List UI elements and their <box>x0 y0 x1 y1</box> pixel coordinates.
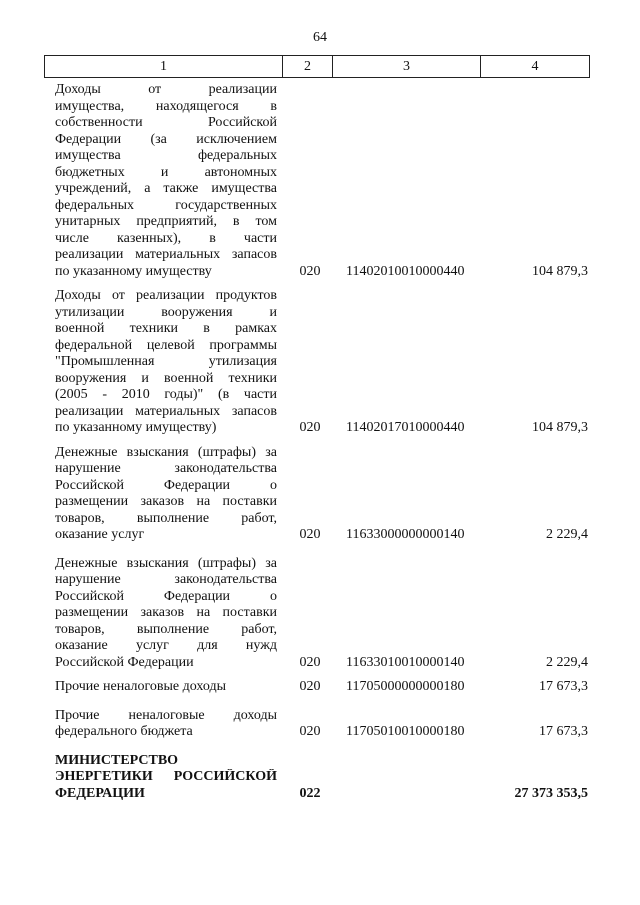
row-description <box>55 82 277 280</box>
table-row <box>0 679 640 696</box>
description-line: реализации материальных запасов <box>55 403 277 419</box>
table-row <box>0 445 640 544</box>
description-line: бюджетных и автономных <box>55 164 277 180</box>
table-row <box>0 82 640 280</box>
row-admin-code: 020 <box>299 724 321 739</box>
table-body <box>0 82 640 802</box>
table-row <box>0 556 640 672</box>
row-description <box>55 445 277 544</box>
description-line: федерального бюджета <box>55 724 193 739</box>
description-line: "Промышленная утилизация <box>55 354 277 369</box>
description-line: по указанному имуществу) <box>55 420 217 435</box>
table-row-ministry <box>0 753 640 803</box>
description-line: Российской Федерации <box>55 654 194 670</box>
row-budget-code: 11402017010000440 <box>346 420 465 435</box>
description-line: МИНИСТЕРСТВО <box>55 752 179 768</box>
description-line: Денежные взыскания (штрафы) за <box>55 444 277 460</box>
row-budget-code: 11633000000000140 <box>346 527 465 542</box>
description-line: Российской Федерации о <box>55 477 277 493</box>
row-description <box>55 679 277 696</box>
row-admin-code: 020 <box>299 263 321 279</box>
description-line: ФЕДЕРАЦИИ <box>55 785 145 801</box>
description-line: числе казенных), в части <box>55 230 277 246</box>
row-amount: 104 879,3 <box>532 420 588 435</box>
description-line: имущества федеральных <box>55 148 277 163</box>
row-amount: 27 373 353,5 <box>514 785 588 801</box>
row-description <box>55 288 277 437</box>
row-admin-code: 022 <box>299 785 321 801</box>
row-amount: 17 673,3 <box>539 679 588 694</box>
description-line: федеральной целевой программы <box>55 337 277 353</box>
description-line: ЭНЕРГЕТИКИ РОССИЙСКОЙ <box>55 769 277 784</box>
description-line: реализации материальных запасов <box>55 247 277 262</box>
description-line: по указанному имуществу <box>55 263 212 279</box>
row-description <box>55 708 277 741</box>
row-admin-code: 020 <box>299 527 321 542</box>
description-line: федеральных государственных <box>55 197 277 213</box>
description-line: (2005 - 2010 годы)" (в части <box>55 387 277 402</box>
table-header <box>44 55 590 78</box>
description-line: вооружения и военной техники <box>55 370 277 386</box>
row-amount: 17 673,3 <box>539 724 588 739</box>
row-admin-code: 020 <box>299 654 321 670</box>
header-col-4: 4 <box>531 59 539 74</box>
description-line: Доходы от реализации продуктов <box>55 288 277 303</box>
row-budget-code: 11705000000000180 <box>346 679 465 694</box>
description-line: Федерации (за исключением <box>55 131 277 147</box>
table-row <box>0 708 640 741</box>
description-line: Доходы от реализации <box>55 82 277 97</box>
row-description <box>55 753 277 803</box>
description-line: Российской Федерации о <box>55 588 277 604</box>
description-line: утилизации вооружения и <box>55 304 277 320</box>
row-budget-code: 11705010010000180 <box>346 724 465 739</box>
row-amount: 104 879,3 <box>532 263 588 279</box>
description-line: товаров, выполнение работ, <box>55 510 277 526</box>
row-amount: 2 229,4 <box>546 527 588 542</box>
description-line: размещении заказов на поставки <box>55 494 277 509</box>
row-amount: 2 229,4 <box>546 654 588 670</box>
description-line: Прочие неналоговые доходы <box>55 679 227 694</box>
row-description <box>55 556 277 672</box>
header-col-1: 1 <box>45 56 283 77</box>
description-line: нарушение законодательства <box>55 572 277 587</box>
description-line: Прочие неналоговые доходы <box>55 707 277 723</box>
row-budget-code: 11402010010000440 <box>346 263 465 279</box>
description-line: нарушение законодательства <box>55 461 277 476</box>
description-line: собственности Российской <box>55 115 277 130</box>
header-col-3: 3 <box>333 56 481 77</box>
description-line: военной техники в рамках <box>55 321 277 336</box>
description-line: размещении заказов на поставки <box>55 605 277 620</box>
description-line: унитарных предприятий, в том <box>55 214 277 229</box>
description-line: учреждений, а также имущества <box>55 181 277 196</box>
page-number: 64 <box>313 30 327 45</box>
description-line: оказание услуг <box>55 527 145 542</box>
row-budget-code: 11633010010000140 <box>346 654 465 670</box>
header-col-2: 2 <box>283 56 333 77</box>
row-admin-code: 020 <box>299 679 321 694</box>
description-line: Денежные взыскания (штрафы) за <box>55 555 277 571</box>
row-admin-code: 020 <box>299 420 321 435</box>
description-line: имущества, находящегося в <box>55 98 277 114</box>
table-row <box>0 288 640 437</box>
description-line: оказание услуг для нужд <box>55 638 277 653</box>
description-line: товаров, выполнение работ, <box>55 621 277 637</box>
